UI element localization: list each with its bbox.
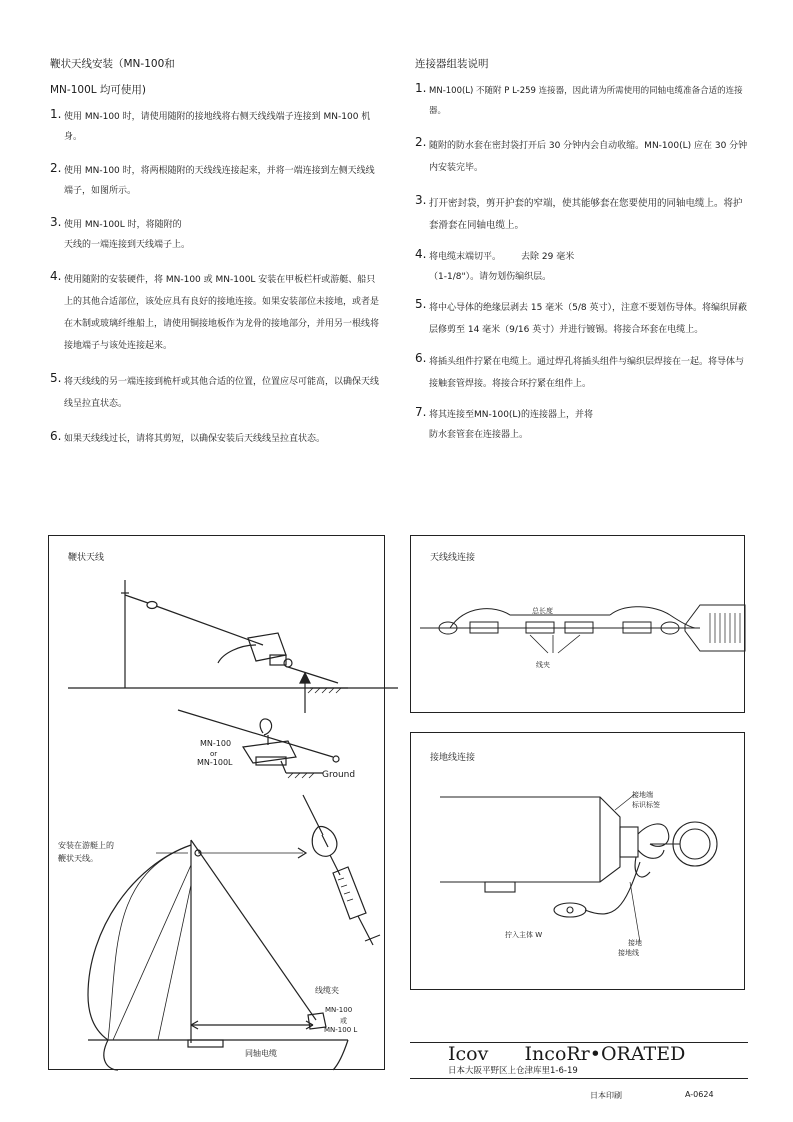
- left-step-1: [50, 107, 380, 147]
- coax-label: 同轴电缆: [245, 1049, 277, 1058]
- right-column: [415, 55, 750, 445]
- mn100l-b-label: MN-100 L: [324, 1026, 358, 1034]
- corporate-name: Icov IncoRr•ORATED: [448, 1043, 686, 1065]
- step-text: MN-100(L) 不随附 P L-259 连接器，因此请为所需使用的同轴电缆准备合适的连接器。: [429, 86, 743, 116]
- step-number: 2.: [415, 135, 427, 149]
- left-step-3: [50, 215, 380, 255]
- step-text: 随附的防水套在密封袋打开后 30 分钟内会自动收缩。MN-100(L) 应在 30 分钟内安装完毕。: [429, 141, 748, 173]
- ground-wire-line2: 接地线: [618, 949, 639, 957]
- wire-clip-label: 线缆夹: [315, 986, 339, 995]
- screw-body-label: 拧入主体 W: [505, 931, 543, 939]
- ground-wire-line1: 接地: [628, 939, 642, 947]
- antenna-wire-drawing: [410, 535, 745, 713]
- antenna-conn-title: 天线线连接: [430, 553, 476, 563]
- ground-terminal-line2: 标识标签: [632, 801, 660, 809]
- step-text: 使用随附的安装硬件，将 MN-100 或 MN-100L 安装在甲板栏杆或游艇、船只上的其他合适部位，该处应具有良好的接地连接。如果安装部位未接地，或者是在木制或玻璃纤维船上，请使用铜接地板作为龙骨的接地部分，并用另一根线将接地端子与该处连接起来。: [64, 275, 380, 351]
- step-text: 使用 MN-100 时，请使用随附的接地线将右侧天线线端子连接到 MN-100 机身。: [64, 112, 371, 142]
- footer-rule-2: [410, 1078, 748, 1079]
- boat-label-line1: 安装在游艇上的: [58, 841, 114, 850]
- document-code: A-0624: [685, 1090, 714, 1099]
- mn100-label: MN-100: [200, 739, 232, 748]
- step-text: 使用 MN-100 时，将两根随附的天线线连接起来，并将一端连接到左侧天线线端子，如图所示。: [64, 166, 375, 196]
- step-text: 打开密封袋，剪开护套的窄端，使其能够套在您要使用的同轴电缆上。将护套滑套在同轴电缆上。: [429, 198, 743, 231]
- step-text: 如果天线线过长，请将其剪短，以确保安装后天线线呈拉直状态。: [64, 434, 326, 444]
- left-step-2: [50, 161, 380, 201]
- mn100-b-label: MN-100: [325, 1006, 353, 1014]
- step-text-line1: 将其连接至MN-100(L)的连接器上，并将: [429, 410, 593, 420]
- right-step-6: [415, 351, 750, 395]
- step-number: 5.: [50, 371, 62, 385]
- step-number: 6.: [50, 429, 62, 443]
- right-title: 连接器组装说明: [415, 58, 489, 70]
- step-text-line2: （1-1/8"）。请勿划伤编织层。: [429, 272, 552, 282]
- step-number: 4.: [50, 269, 62, 283]
- step-number: 7.: [415, 405, 427, 419]
- ground-label: Ground: [322, 770, 356, 780]
- step-number: 1.: [415, 81, 427, 95]
- step-number: 3.: [415, 193, 427, 207]
- right-step-3: [415, 193, 750, 237]
- left-title-line2: MN-100L 均可使用): [50, 84, 147, 96]
- ground-wire-drawing: [410, 732, 745, 990]
- left-step-4: [50, 269, 380, 357]
- ground-conn-title: 接地线连接: [430, 753, 476, 763]
- step-text-line1: 将电缆末端切平。 去除 29 毫米: [429, 252, 575, 262]
- step-number: 1.: [50, 107, 62, 121]
- step-number: 2.: [50, 161, 62, 175]
- left-step-6: [50, 429, 380, 449]
- step-text-line1: 使用 MN-100L 时，将随附的: [64, 220, 182, 230]
- or-cn-label: 或: [340, 1017, 347, 1025]
- step-number: 3.: [50, 215, 62, 229]
- ground-terminal-line1: 接地端: [632, 791, 653, 799]
- left-title-line1: 鞭状天线安装（MN-100和: [50, 58, 175, 70]
- whip-figure-title: 鞭状天线: [68, 553, 105, 563]
- step-number: 6.: [415, 351, 427, 365]
- step-number: 4.: [415, 247, 427, 261]
- step-text: 将天线线的另一端连接到桅杆或其他合适的位置，位置应尽可能高，以确保天线线呈拉直状态。: [64, 377, 380, 409]
- left-step-5: [50, 371, 380, 415]
- total-length-label: 总长度: [532, 607, 553, 615]
- step-text: 将插头组件拧紧在电缆上。通过焊孔将插头组件与编织层焊接在一起。将导体与接触套管焊接。将接合环拧紧在组件上。: [429, 357, 745, 389]
- step-text-line2: 防水套管套在连接器上。: [429, 430, 529, 440]
- clamp-label: 线夹: [536, 661, 550, 669]
- step-number: 5.: [415, 297, 427, 311]
- boat-label-line2: 鞭状天线。: [58, 854, 98, 863]
- right-step-5: [415, 297, 750, 341]
- step-text: 将中心导体的绝缘层剥去 15 毫米（5/8 英寸），注意不要划伤导体。将编织屏蔽层修剪至 14 毫米（9/16 英寸）并进行镀锡。将接合环套在电缆上。: [429, 303, 748, 335]
- mn100l-label: MN-100L: [197, 758, 233, 767]
- corporate-address: 日本大阪平野区上仓津库里1-6-19: [448, 1066, 578, 1076]
- right-step-7: [415, 405, 750, 445]
- right-step-4: [415, 247, 750, 287]
- left-column: [50, 55, 380, 449]
- printed-in-japan: 日本印刷: [590, 1091, 622, 1100]
- right-step-1: [415, 81, 750, 121]
- right-step-2: [415, 135, 750, 179]
- or-label: or: [210, 750, 218, 758]
- step-text-line2: 天线的一端连接到天线端子上。: [64, 240, 191, 250]
